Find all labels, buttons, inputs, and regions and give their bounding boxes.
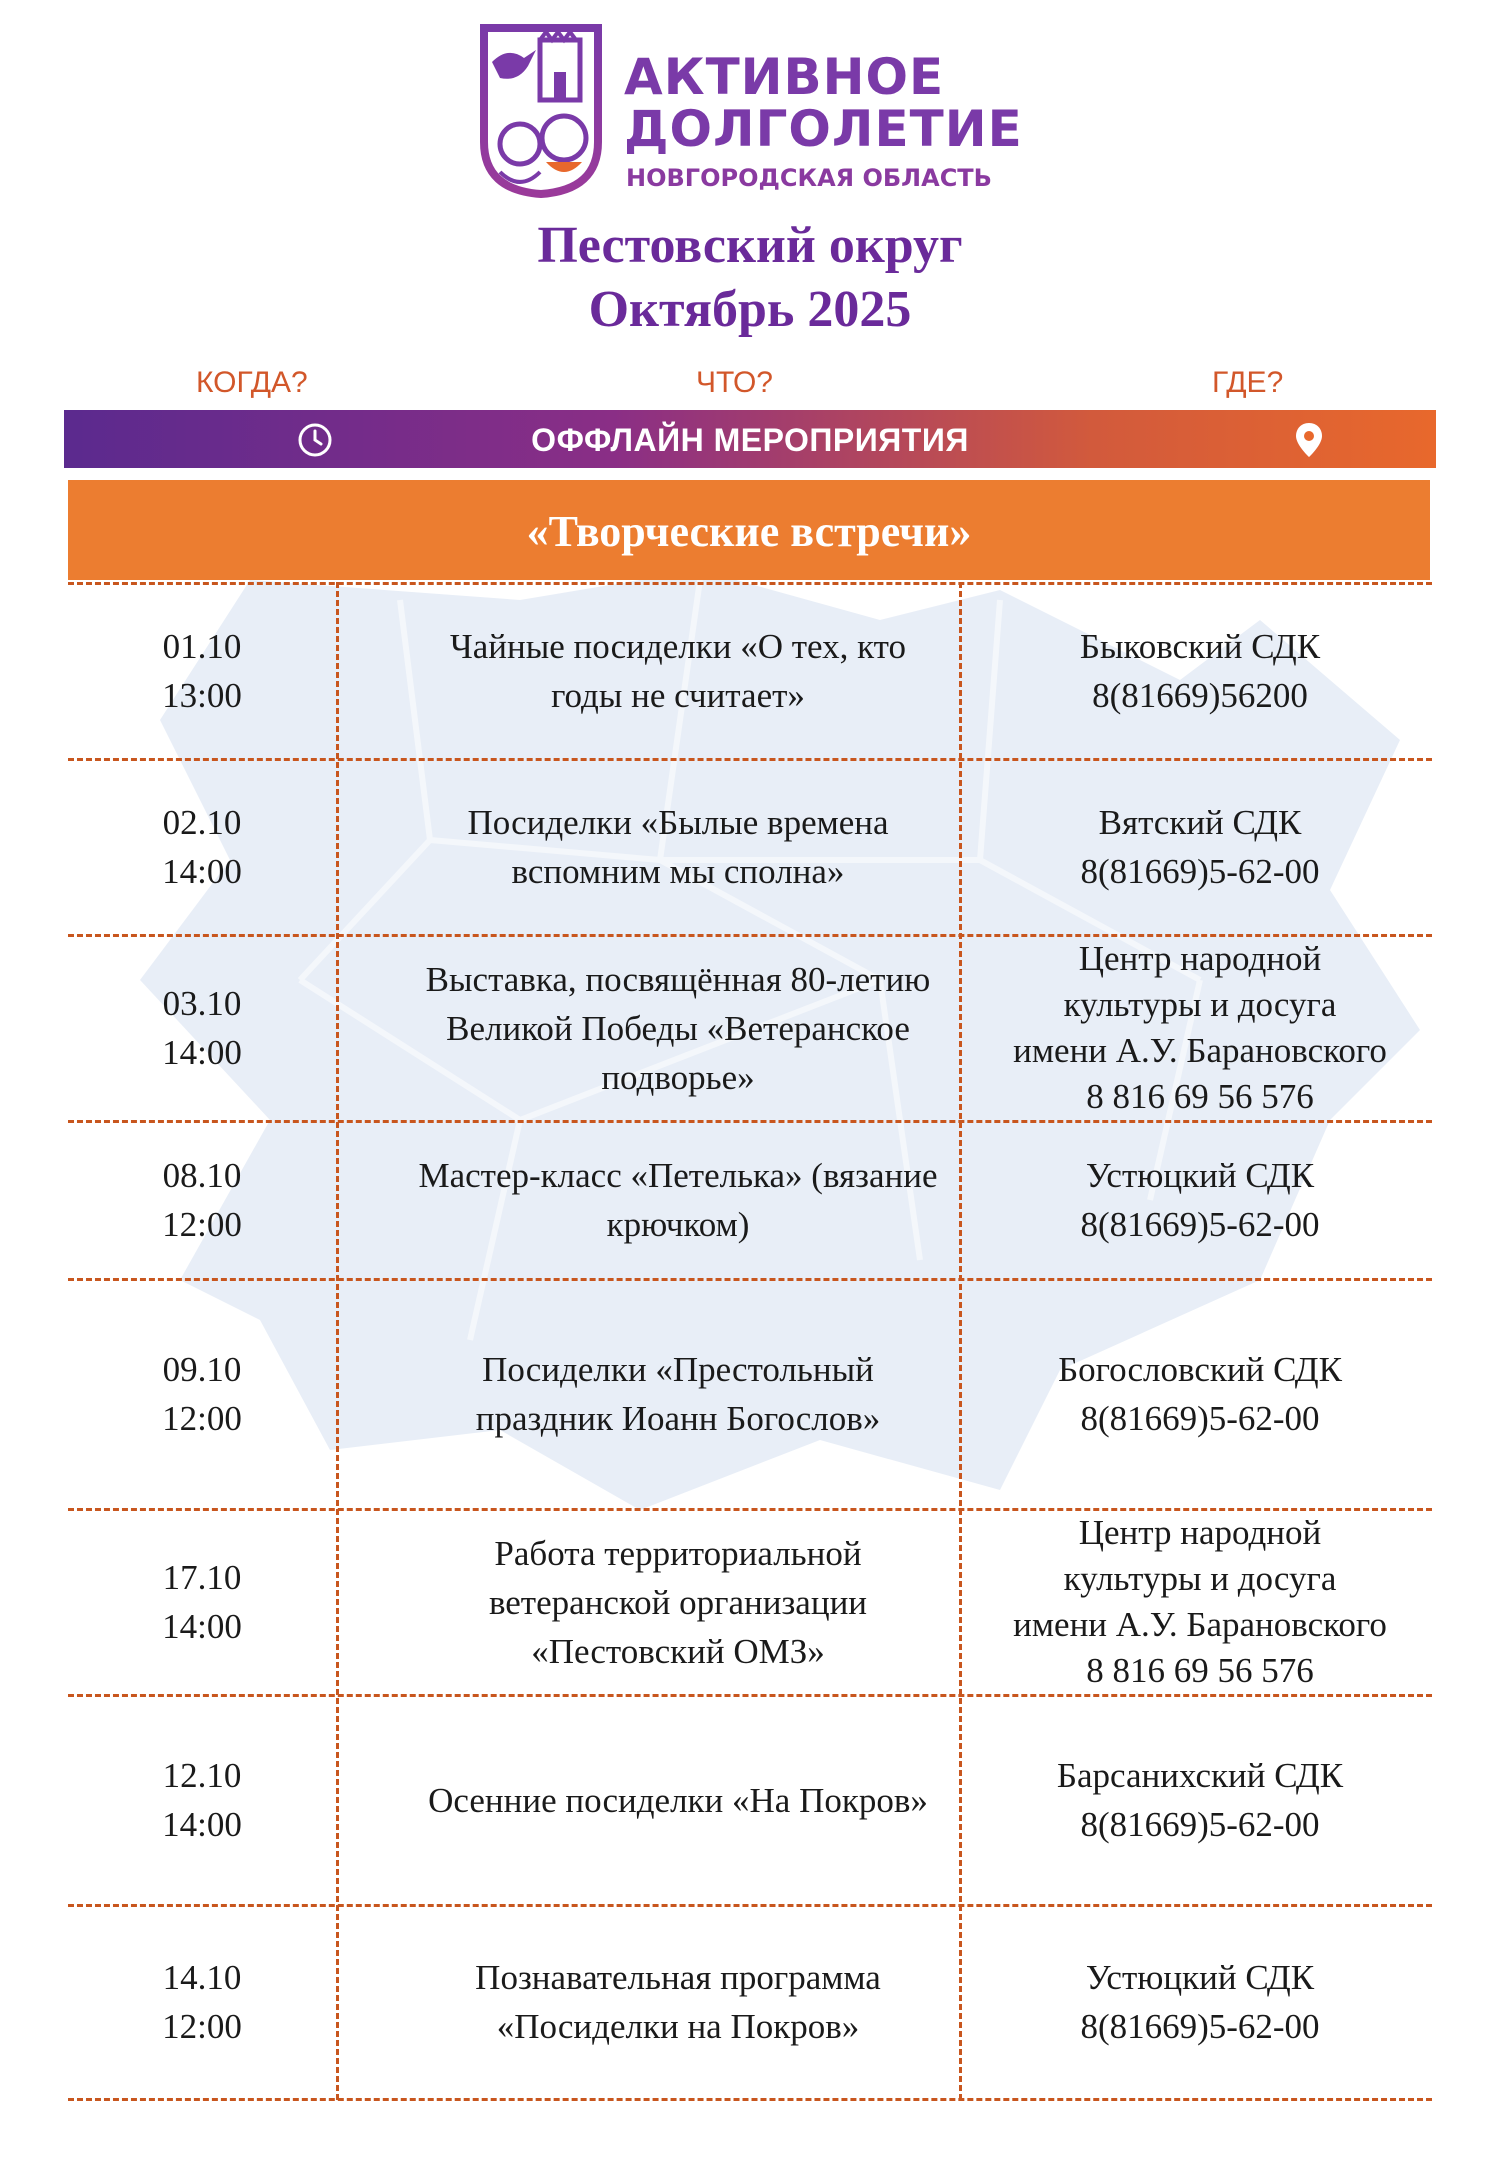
event-title-line: крючком) xyxy=(606,1205,750,1244)
event-venue-line: культуры и досуга xyxy=(1063,1559,1337,1598)
event-venue-line: 8(81669)56200 xyxy=(1092,676,1308,715)
event-when xyxy=(68,936,336,1120)
event-venue-line: Центр народной xyxy=(1078,939,1322,978)
event-time: 13:00 xyxy=(162,676,242,715)
section-header xyxy=(68,480,1430,580)
logo-subtitle: НОВГОРОДСКАЯ ОБЛАСТЬ xyxy=(626,164,992,192)
event-venue-line: 8 816 69 56 576 xyxy=(1086,1077,1314,1116)
event-venue-line: Богословский СДК xyxy=(1058,1350,1342,1389)
event-title-line: Посиделки «Престольный xyxy=(482,1350,874,1389)
event-venue-line: 8 816 69 56 576 xyxy=(1086,1651,1314,1690)
event-what xyxy=(348,1510,1008,1694)
event-what xyxy=(348,936,1008,1120)
event-venue-line: Вятский СДК xyxy=(1098,803,1302,842)
event-time: 14:00 xyxy=(162,1607,242,1646)
table-divider xyxy=(68,2098,1432,2101)
event-date: 09.10 xyxy=(162,1350,242,1389)
event-date: 02.10 xyxy=(162,803,242,842)
event-title-line: Чайные посиделки «О тех, кто xyxy=(450,627,906,666)
event-venue-line: 8(81669)5-62-00 xyxy=(1080,1205,1320,1244)
event-date: 17.10 xyxy=(162,1558,242,1597)
logo-emblem-icon xyxy=(478,22,604,198)
event-what xyxy=(348,1122,1008,1278)
event-title-line: ветеранской организации xyxy=(488,1582,868,1622)
event-what xyxy=(348,1906,1008,2098)
event-when xyxy=(68,1122,336,1278)
table-row xyxy=(68,1510,1432,1694)
event-title-line: Познавательная программа xyxy=(475,1958,881,1997)
column-label-what: ЧТО? xyxy=(696,366,773,399)
event-venue-line: имени А.У. Барановского xyxy=(1013,1605,1387,1644)
table-row xyxy=(68,1122,1432,1278)
event-what xyxy=(348,1280,1008,1508)
event-when xyxy=(68,1906,336,2098)
event-where xyxy=(968,1510,1432,1694)
event-title-line: Посиделки «Былые времена xyxy=(467,803,889,842)
event-what xyxy=(348,760,1008,934)
band-title: ОФФЛАЙН МЕРОПРИЯТИЯ xyxy=(531,422,969,458)
event-time: 12:00 xyxy=(162,2007,242,2046)
event-time: 14:00 xyxy=(162,852,242,891)
event-when xyxy=(68,584,336,758)
event-date: 03.10 xyxy=(162,984,242,1023)
table-row xyxy=(68,760,1432,934)
table-row xyxy=(68,1906,1432,2098)
event-when xyxy=(68,1280,336,1508)
event-when xyxy=(68,1510,336,1694)
event-where xyxy=(968,1280,1432,1508)
event-time: 14:00 xyxy=(162,1805,242,1844)
event-venue-line: Устюцкий СДК xyxy=(1085,1958,1315,1997)
event-date: 14.10 xyxy=(162,1958,242,1997)
event-title-line: «Посиделки на Покров» xyxy=(496,2007,860,2046)
event-venue-line: 8(81669)5-62-00 xyxy=(1080,1399,1320,1438)
event-where xyxy=(968,936,1432,1120)
event-venue-line: Быковский СДК xyxy=(1079,627,1321,666)
event-when xyxy=(68,760,336,934)
pin-icon xyxy=(1294,421,1324,459)
event-date: 08.10 xyxy=(162,1156,242,1195)
table-row xyxy=(68,1696,1432,1904)
column-label-where: ГДЕ? xyxy=(1212,366,1284,399)
event-date: 12.10 xyxy=(162,1756,242,1795)
logo-title-line2: ДОЛГОЛЕТИЕ xyxy=(624,100,1023,158)
month-heading: Октябрь 2025 xyxy=(588,281,912,338)
offline-events-band xyxy=(64,410,1436,468)
table-row xyxy=(68,584,1432,758)
section-title: «Творческие встречи» xyxy=(526,507,972,556)
event-venue-line: Центр народной xyxy=(1078,1513,1322,1552)
event-venue-line: имени А.У. Барановского xyxy=(1013,1031,1387,1070)
column-label-when: КОГДА? xyxy=(196,366,308,399)
table-row xyxy=(68,936,1432,1120)
event-venue-line: Барсанихский СДК xyxy=(1056,1756,1344,1795)
event-title-line: «Пестовский ОМЗ» xyxy=(531,1631,825,1671)
event-title-line: Великой Победы «Ветеранское xyxy=(446,1008,910,1048)
event-where xyxy=(968,1696,1432,1904)
event-what xyxy=(348,1696,1008,1904)
event-venue-line: 8(81669)5-62-00 xyxy=(1080,2007,1320,2046)
event-when xyxy=(68,1696,336,1904)
event-where xyxy=(968,1906,1432,2098)
event-venue-line: Устюцкий СДК xyxy=(1085,1156,1315,1195)
event-where xyxy=(968,760,1432,934)
logo-title-line1: АКТИВНОЕ xyxy=(624,48,945,106)
event-title-line: Выставка, посвящённая 80-летию xyxy=(425,959,931,999)
table-row xyxy=(68,1280,1432,1508)
event-venue-line: культуры и досуга xyxy=(1063,985,1337,1024)
event-time: 12:00 xyxy=(162,1399,242,1438)
event-title-line: Работа территориальной xyxy=(494,1533,862,1573)
event-title-line: праздник Иоанн Богослов» xyxy=(475,1399,881,1438)
event-title-line: подворье» xyxy=(601,1057,755,1097)
event-time: 12:00 xyxy=(162,1205,242,1244)
event-title-line: Мастер-класс «Петелька» (вязание xyxy=(418,1156,938,1195)
event-time: 14:00 xyxy=(162,1033,242,1072)
event-what xyxy=(348,584,1008,758)
event-venue-line: 8(81669)5-62-00 xyxy=(1080,852,1320,891)
event-date: 01.10 xyxy=(162,627,242,666)
event-title-line: годы не считает» xyxy=(551,676,805,715)
event-title-line: Осенние посиделки «На Покров» xyxy=(428,1780,928,1820)
event-venue-line: 8(81669)5-62-00 xyxy=(1080,1805,1320,1844)
event-title-line: вспомним мы сполна» xyxy=(511,852,845,891)
district-heading: Пестовский округ xyxy=(537,217,963,274)
logo xyxy=(478,22,1038,202)
event-where xyxy=(968,584,1432,758)
event-where xyxy=(968,1122,1432,1278)
